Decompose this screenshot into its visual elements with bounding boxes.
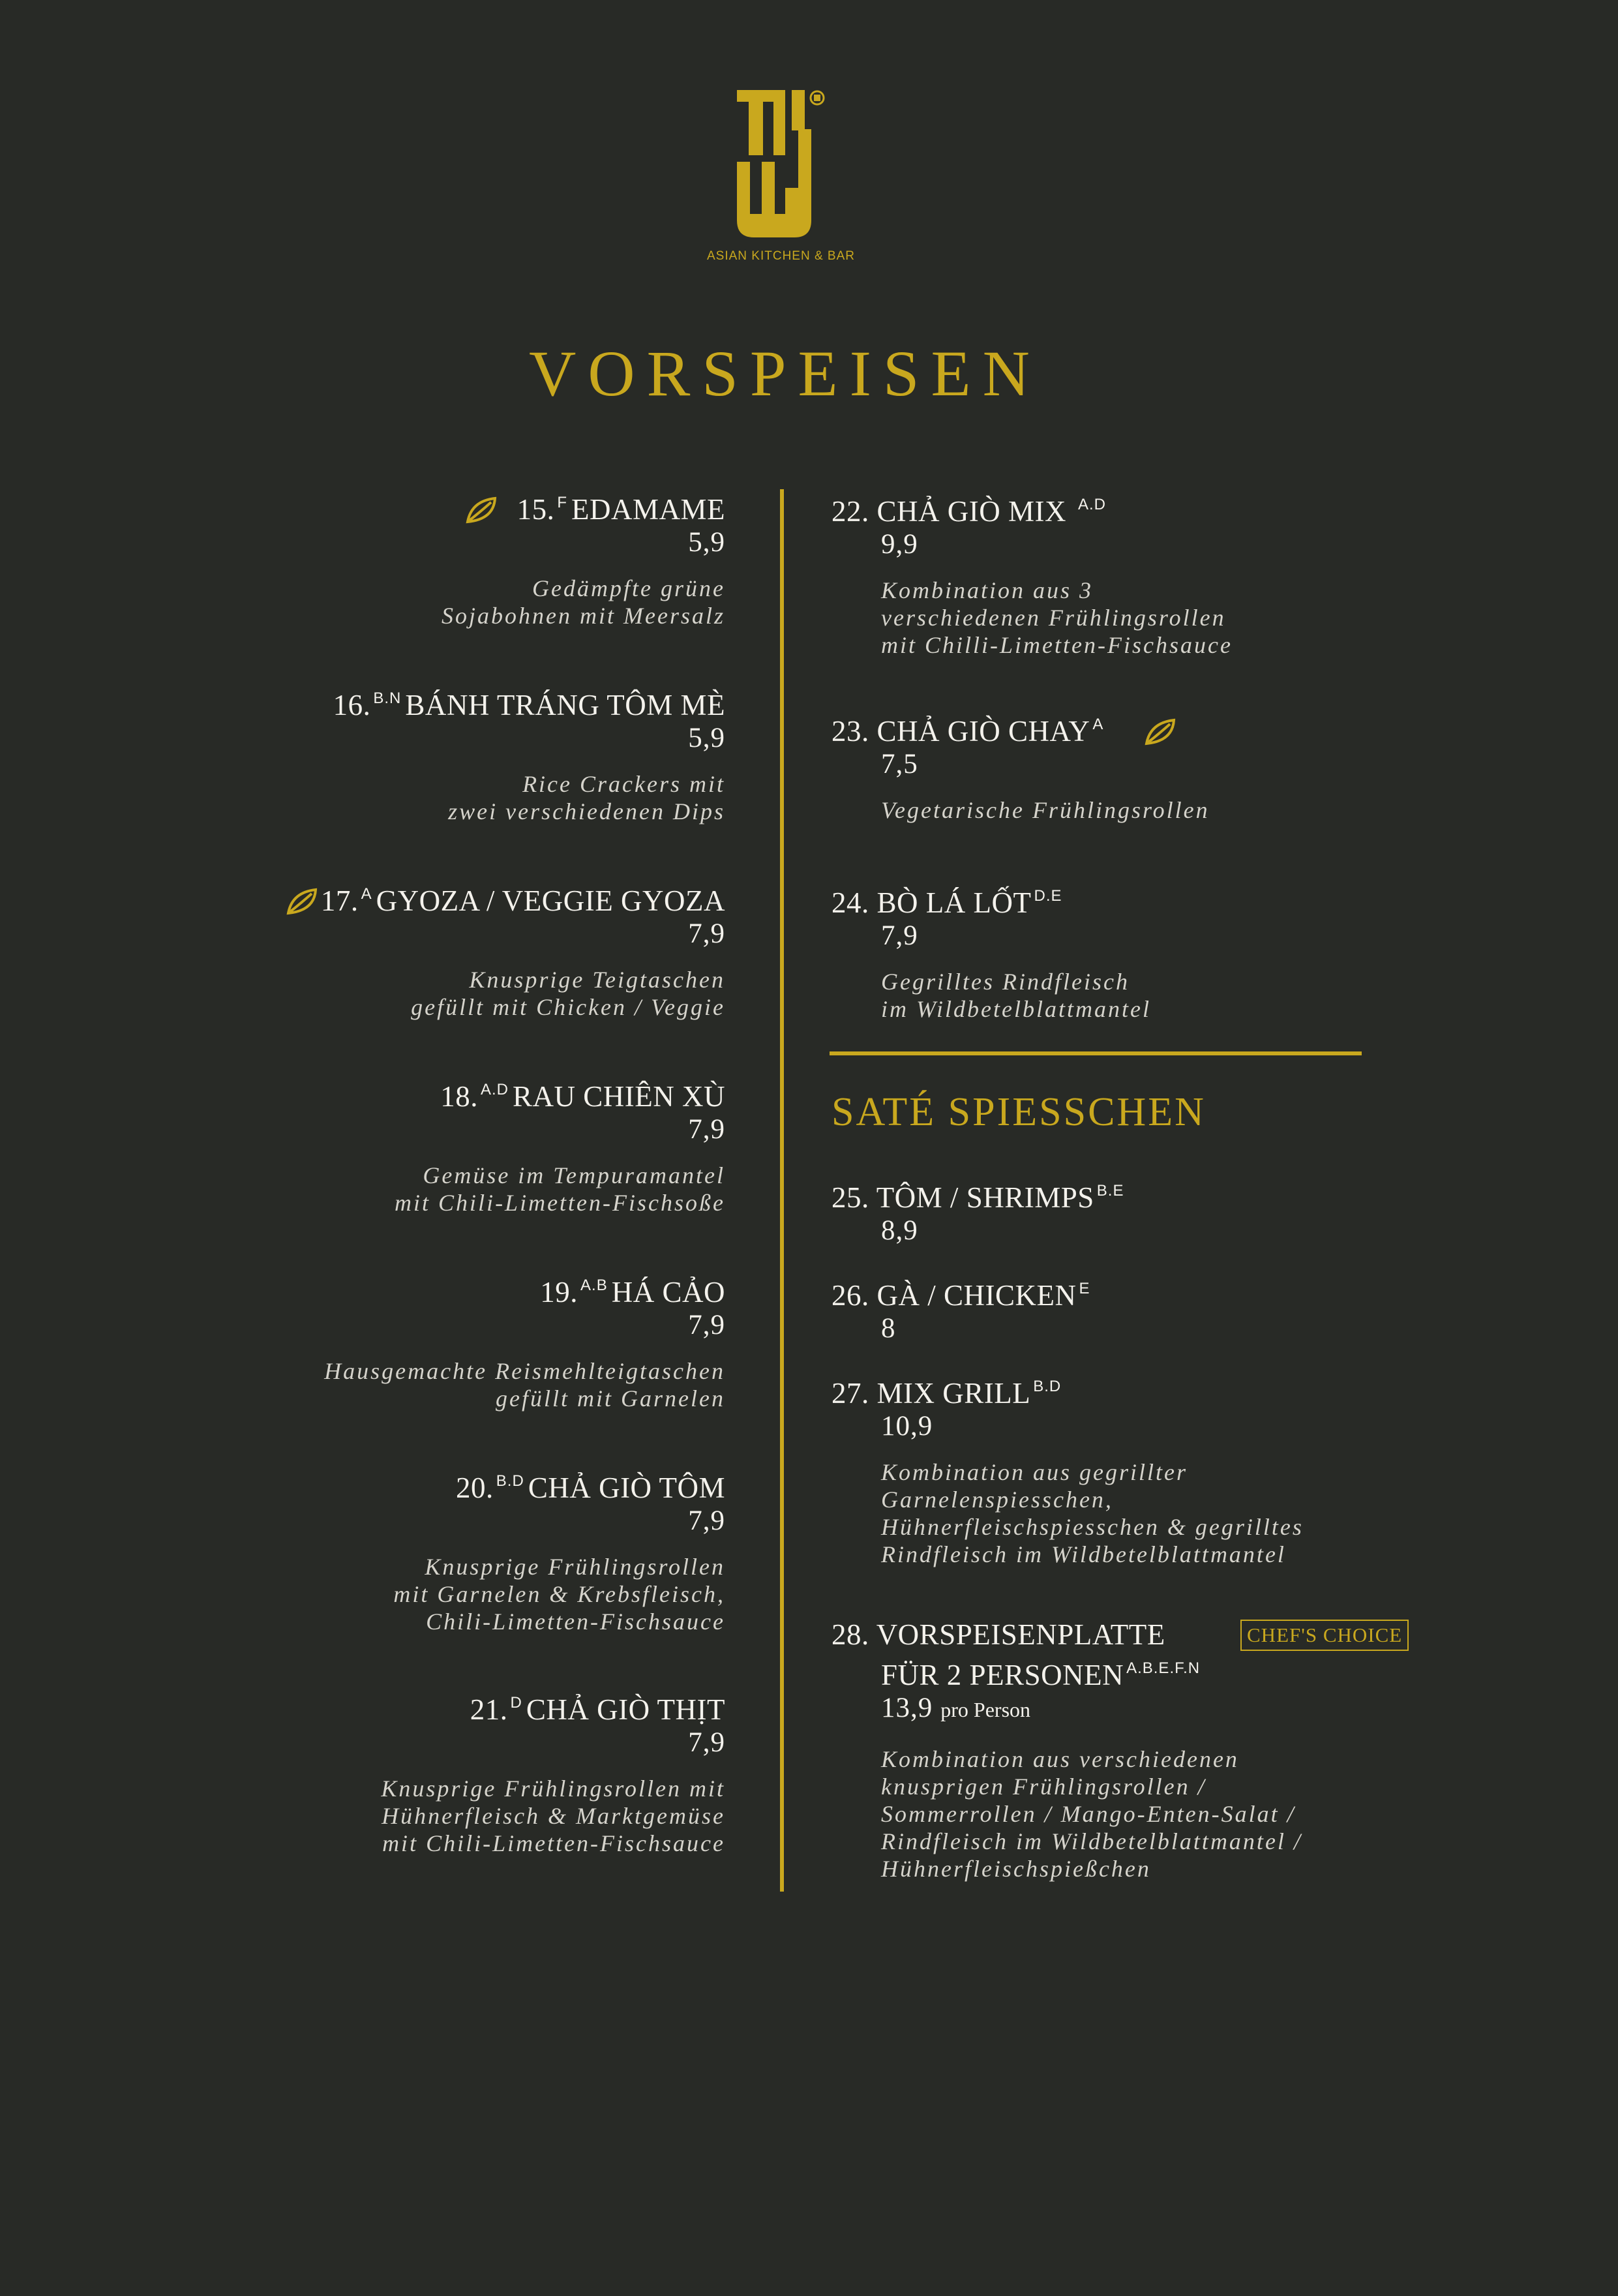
mwu-logo-icon bbox=[737, 90, 825, 237]
menu-item-16: 16. $^{B.N}$ BÁNH TRÁNG TÔM MÈ 5,9 Rice Crackers mit zwei verschiedenen Dips bbox=[333, 689, 725, 824]
vegan-leaf-icon bbox=[1144, 718, 1178, 746]
menu-item-18: 18. $^{A.D}$ RAU CHIÊN XÙ 7,9 Gemüse im Tempuramantel mit Chili-Limetten-Fischsoße bbox=[395, 1080, 725, 1216]
menu-item-15: 15. $^F$ EDAMAME 5,9 Gedämpfte grüne Sojabohnen mit Meersalz bbox=[442, 493, 725, 629]
section-divider bbox=[830, 1051, 1362, 1055]
menu-item-17: 17. $^A$ GYOZA / VEGGIE GYOZA 7,9 Knusprige Teigtaschen gefüllt mit Chicken / Veggie bbox=[0, 877, 725, 1021]
menu-item-28: 28. VORSPEISENPLATTE FÜR 2 PERSONEN $^{A.B.E.F.N}$ 13,9 pro Person Kombination aus verschiedenen knusprigen Frühlingsrollen / Sommerrollen / Mango-Enten-Salat / Rindfleisch im Wildbetelblattmantel / Hühnerfleischspießchen bbox=[831, 1618, 1302, 1882]
page-title: VORSPEISEN bbox=[529, 337, 1041, 410]
vegan-leaf-icon bbox=[286, 887, 320, 916]
vegan-leaf-icon bbox=[465, 496, 499, 524]
chefs-choice-badge: CHEF'S CHOICE bbox=[1240, 1620, 1409, 1651]
brand-tagline: ASIAN KITCHEN & BAR bbox=[707, 249, 855, 263]
menu-item-23: 23. CHẢ GIÒ CHAY $^A$ 7,5 Vegetarische Frühlingsrollen bbox=[831, 715, 1210, 823]
menu-item-20: 20. $^{B.D}$ CHẢ GIÒ TÔM 7,9 Knusprige Frühlingsrollen mit Garnelen & Krebsfleisch, Chili-Limetten-Fischsauce bbox=[393, 1472, 725, 1635]
menu-item-25: 25. TÔM / SHRIMPS $^{B.E}$ 8,9 bbox=[831, 1181, 1124, 1246]
section-title-sate: SATÉ SPIESSCHEN bbox=[831, 1090, 1206, 1134]
menu-item-24: 24. BÒ LÁ LỐT $^{D.E}$ 7,9 Gegrilltes Rindfleisch im Wildbetelblattmantel bbox=[831, 886, 1151, 1022]
menu-item-22: 22. CHẢ GIÒ MIX $^{A.D}$ 9,9 Kombination aus 3 verschiedenen Frühlingsrollen mit Chilli-Limetten-Fischsauce bbox=[831, 495, 1233, 658]
menu-item-19: 19. $^{A.B}$ HÁ CẢO 7,9 Hausgemachte Reismehlteigtaschen gefüllt mit Garnelen bbox=[324, 1276, 725, 1412]
column-divider bbox=[780, 489, 784, 1892]
menu-item-21: 21. $^D$ CHẢ GIÒ THỊT 7,9 Knusprige Frühlingsrollen mit Hühnerfleisch & Marktgemüse mit Chili-Limetten-Fischsauce bbox=[381, 1693, 725, 1856]
menu-item-26: 26. GÀ / CHICKEN $^E$ 8 bbox=[831, 1279, 1090, 1344]
menu-item-27: 27. MIX GRILL $^{B.D}$ 10,9 Kombination aus gegrillter Garnelenspiesschen, Hühnerfleischspiesschen & gegrilltes Rindfleisch im Wildbetelblattmantel bbox=[831, 1377, 1304, 1567]
